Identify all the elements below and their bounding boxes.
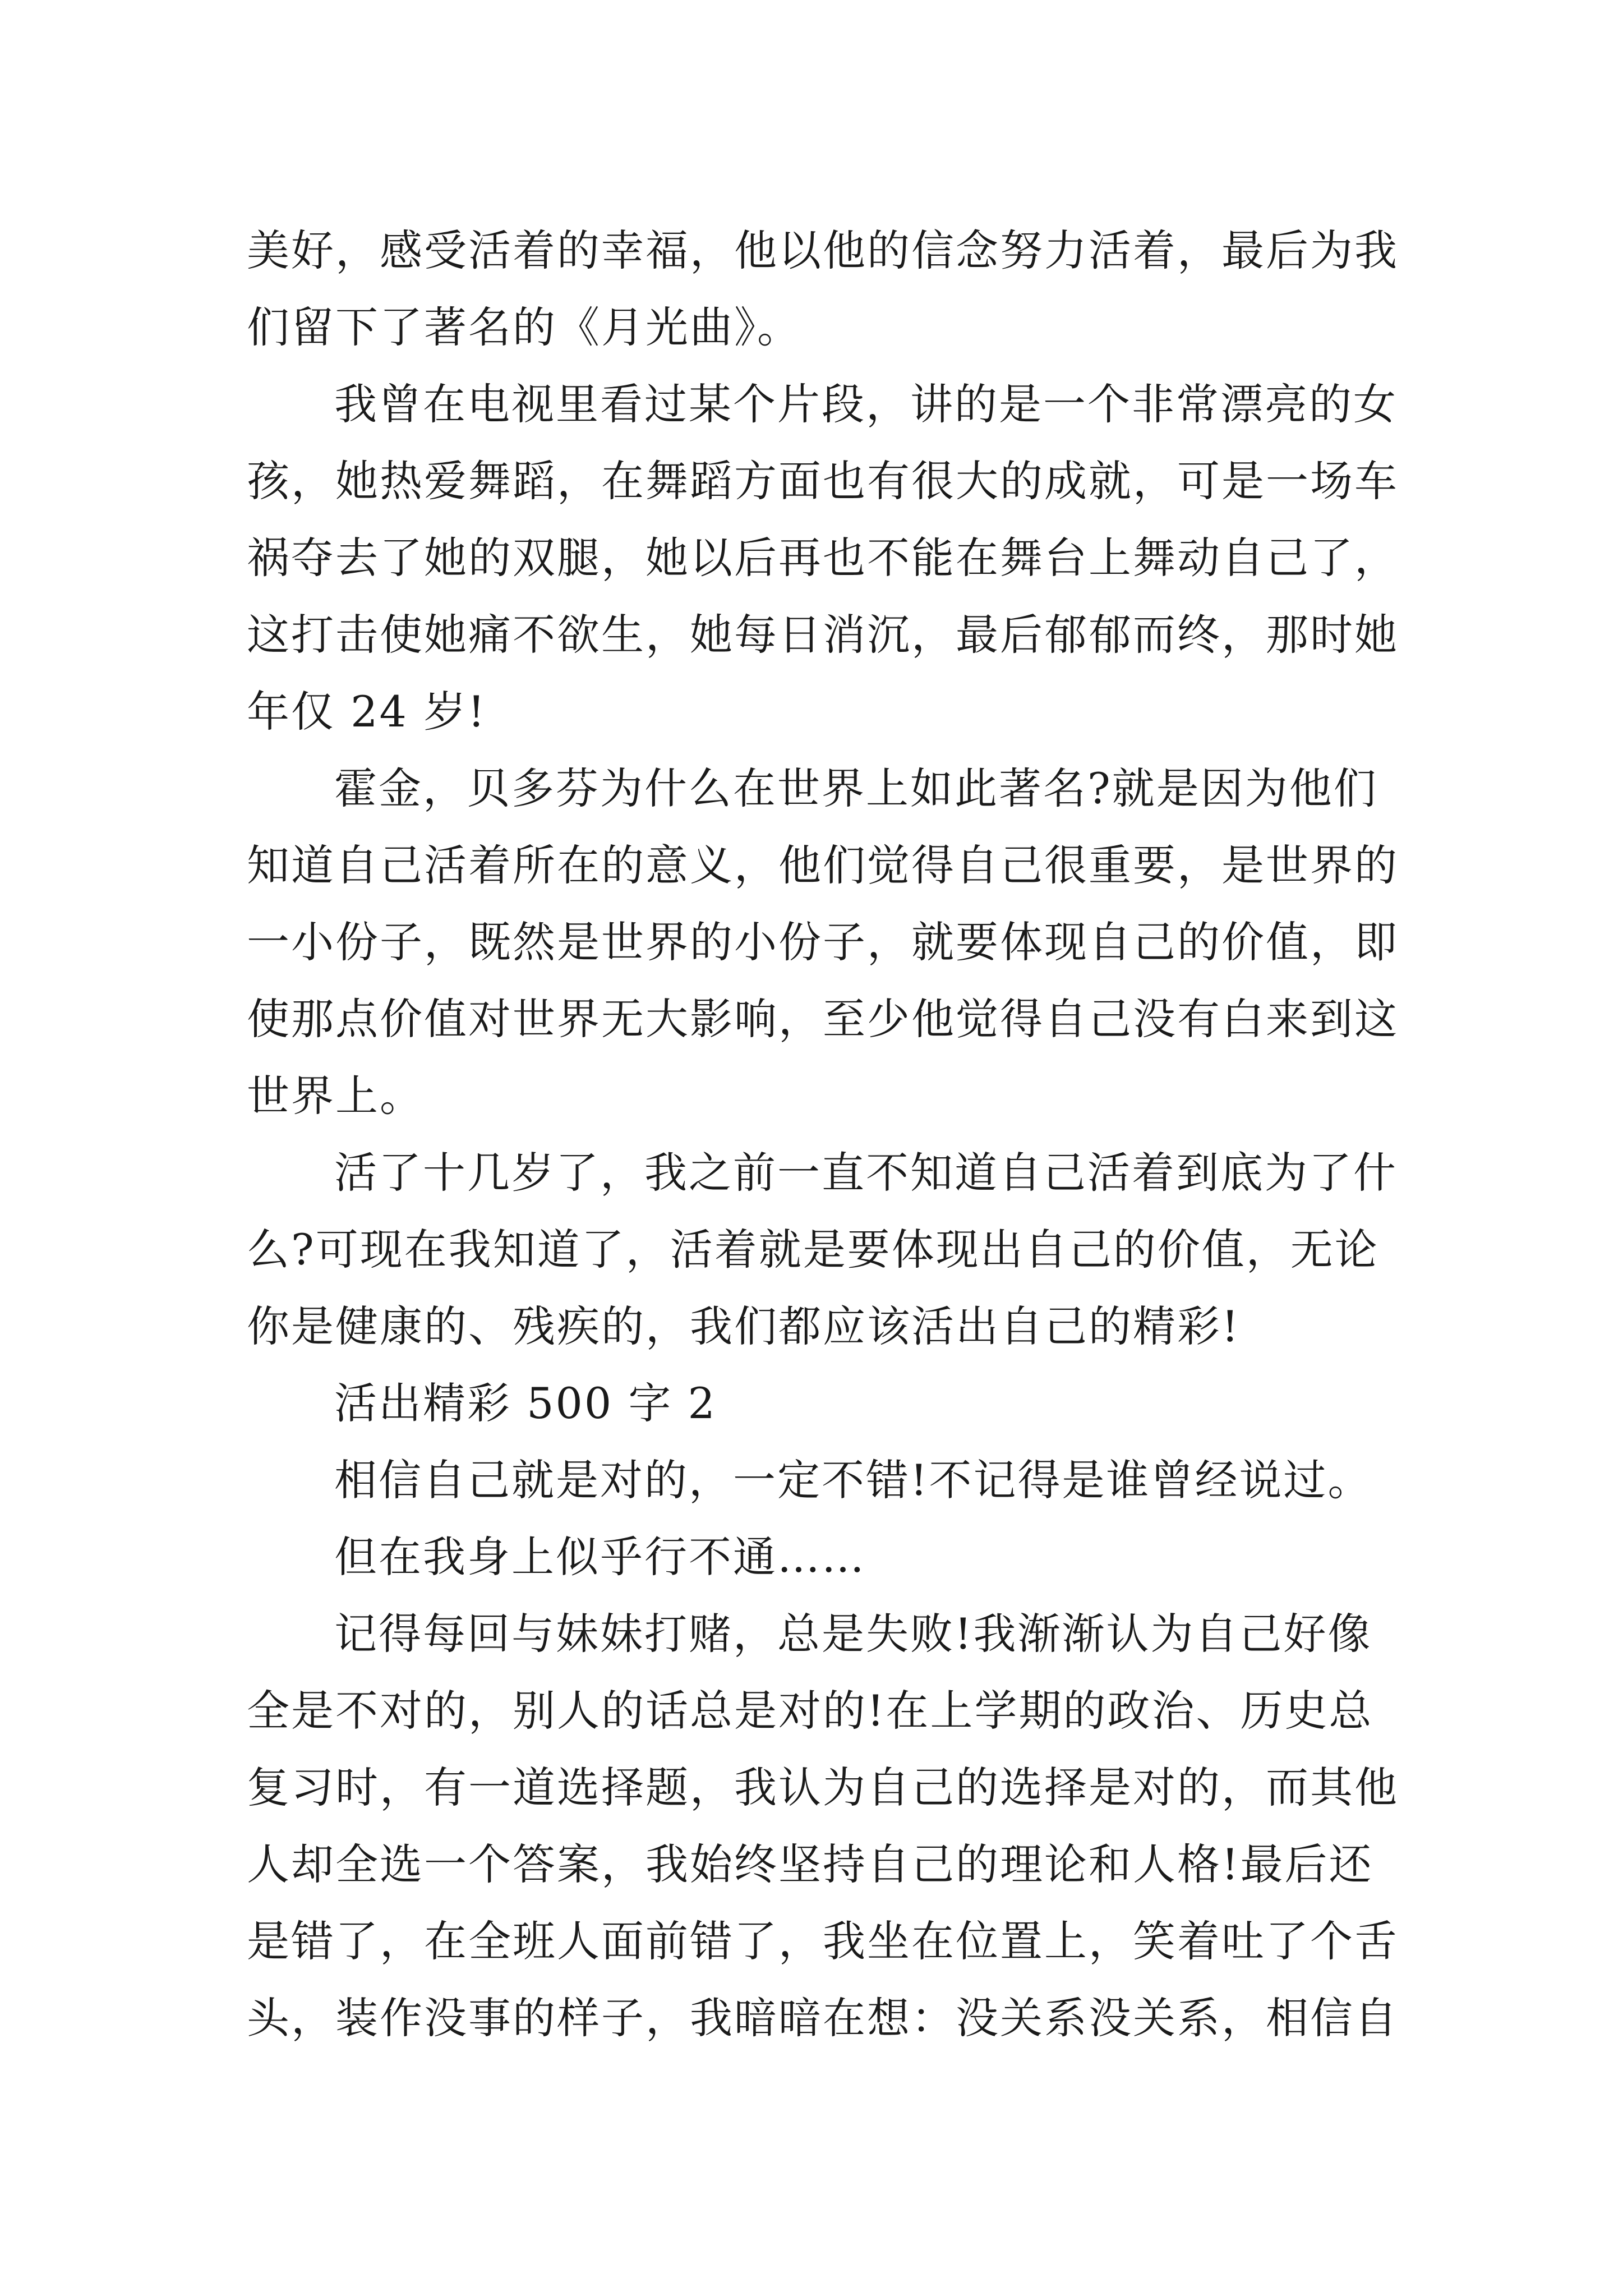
paragraph-1 [247, 212, 1399, 366]
text-line: 活了十几岁了，我之前一直不知道自己活着到底为了什 [334, 1148, 1398, 1198]
text-line: 我曾在电视里看过某个片段，讲的是一个非常漂亮的女 [334, 379, 1398, 429]
paragraph-5 [247, 1442, 1391, 1519]
text-line: 么?可现在我知道了，活着就是要体现出自己的价值，无论 [247, 1225, 1379, 1274]
paragraph-7 [247, 1595, 1399, 2056]
text-line: 是错了，在全班人面前错了，我坐在位置上，笑着吐了个舌 [247, 1916, 1399, 1966]
text-line: 这打击使她痛不欲生，她每日消沉，最后郁郁而终，那时她 [247, 610, 1399, 660]
text-line: 一小份子，既然是世界的小份子，就要体现自己的价值，即 [247, 917, 1399, 967]
text-line: 们留下了著名的《月光曲》。 [247, 302, 801, 352]
text-line: 年仅 24 岁! [247, 687, 487, 737]
text-line: 人却全选一个答案，我始终坚持自己的理论和人格!最后还 [247, 1839, 1373, 1889]
paragraph-2 [247, 366, 1399, 750]
text-line: 美好，感受活着的幸福，他以他的信念努力活着，最后为我 [247, 226, 1399, 275]
text-line: 记得每回与妹妹打赌，总是失败!我渐渐认为自己好像 [334, 1609, 1372, 1659]
text-line: 使那点价值对世界无大影响，至少他觉得自己没有白来到这 [247, 994, 1399, 1044]
paragraph-4 [247, 1134, 1398, 1365]
text-line: 知道自己活着所在的意义，他们觉得自己很重要，是世界的 [247, 840, 1399, 890]
text-line: 孩，她热爱舞蹈，在舞蹈方面也有很大的成就，可是一场车 [247, 456, 1399, 506]
text-line: 复习时，有一道选择题，我认为自己的选择是对的，而其他 [247, 1763, 1399, 1812]
text-line: 世界上。 [247, 1071, 424, 1121]
text-line: 但在我身上似乎行不通…… [334, 1532, 866, 1582]
paragraph-3 [247, 750, 1399, 1134]
text-line: 相信自己就是对的，一定不错!不记得是谁曾经说过。 [334, 1455, 1372, 1505]
document-body [247, 212, 1399, 2056]
heading-line: 活出精彩 500 字 2 [334, 1378, 717, 1428]
text-line: 头，装作没事的样子，我暗暗在想：没关系没关系，相信自 [247, 1993, 1399, 2043]
text-line: 你是健康的、残疾的，我们都应该活出自己的精彩! [247, 1301, 1241, 1351]
section-heading [247, 1365, 1391, 1442]
text-line: 霍金，贝多芬为什么在世界上如此著名?就是因为他们 [334, 763, 1378, 813]
text-line: 全是不对的，别人的话总是对的!在上学期的政治、历史总 [247, 1686, 1373, 1736]
text-line: 祸夺去了她的双腿，她以后再也不能在舞台上舞动自己了， [247, 533, 1399, 583]
paragraph-6 [247, 1519, 1391, 1595]
